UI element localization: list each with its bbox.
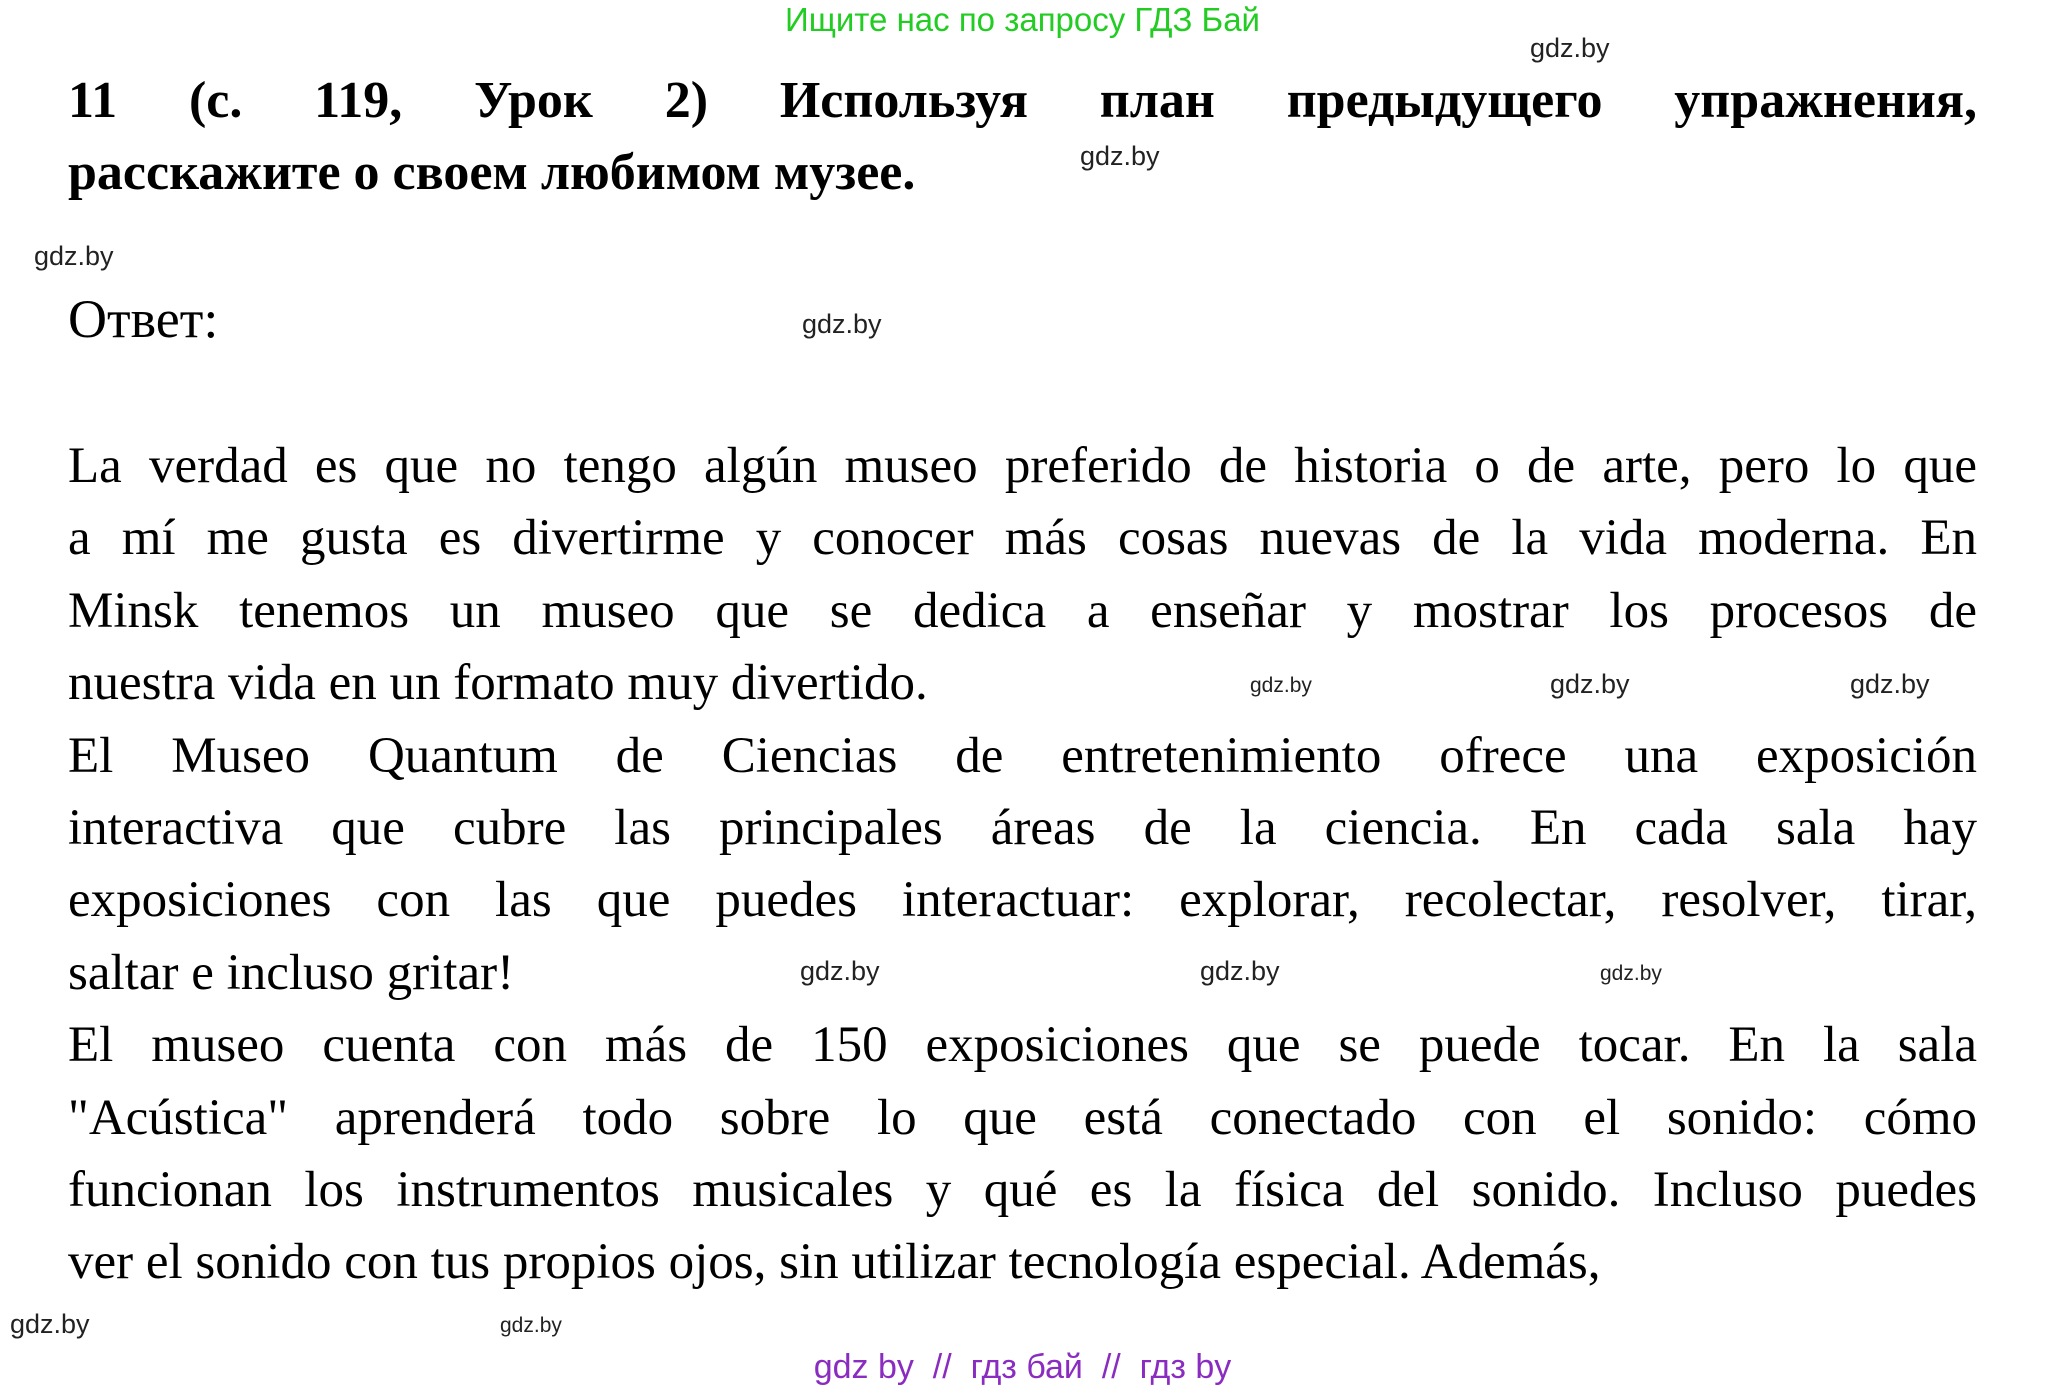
watermark: gdz.by: [800, 956, 880, 986]
exercise-title-line-2: расскажите о своем любимом музее.: [68, 144, 916, 201]
body-line: Minsk tenemos un museo que se dedica a enseñar y mostrar los procesos de: [68, 582, 1977, 639]
body-line: funcionan los instrumentos musicales y qué es la física del sonido. Incluso puedes: [68, 1162, 1977, 1219]
body-line: a mí me gusta es divertirme y conocer más cosas nuevas de la vida moderna. En: [68, 510, 1977, 567]
body-line: interactiva que cubre las principales áreas de la ciencia. En cada sala hay: [68, 800, 1977, 857]
body-line: exposiciones con las que puedes interactuar: explorar, recolectar, resolver, tirar,: [68, 872, 1977, 929]
watermark: gdz.by: [1080, 141, 1160, 171]
watermark: gdz.by: [1250, 674, 1312, 697]
body-line: saltar e incluso gritar!: [68, 944, 515, 1001]
body-line: El museo cuenta con más de 150 exposiciones que se puede tocar. En la sala: [68, 1017, 1977, 1074]
body-line: "Acústica" aprenderá todo sobre lo que está conectado con el sonido: cómo: [68, 1089, 1977, 1146]
search-banner: Ищите нас по запросу ГДЗ Бай: [785, 1, 1260, 38]
watermark: gdz.by: [1200, 956, 1280, 986]
body-line: nuestra vida en un formato muy divertido.: [68, 655, 928, 712]
watermark: gdz.by: [1850, 669, 1930, 699]
answer-label: Ответ:: [68, 289, 219, 349]
watermark: gdz.by: [10, 1309, 90, 1339]
body-line: ver el sonido con tus propios ojos, sin utilizar tecnología especial. Además,: [68, 1234, 1601, 1291]
exercise-title-line-1: 11 (с. 119, Урок 2) Используя план предыдущего упражнения,: [68, 72, 1977, 129]
watermark: gdz.by: [500, 1314, 562, 1337]
watermark: gdz.by: [802, 309, 882, 339]
footer-links[interactable]: gdz by // гдз бай // гдз by: [813, 1348, 1232, 1386]
body-line: El Museo Quantum de Ciencias de entretenimiento ofrece una exposición: [68, 727, 1977, 784]
watermark: gdz.by: [1550, 669, 1630, 699]
watermark: gdz.by: [1600, 962, 1662, 985]
watermark: gdz.by: [34, 241, 114, 271]
body-line: La verdad es que no tengo algún museo preferido de historia o de arte, pero lo que: [68, 438, 1977, 494]
watermark: gdz.by: [1530, 33, 1610, 63]
answer-body: [68, 430, 1977, 1299]
